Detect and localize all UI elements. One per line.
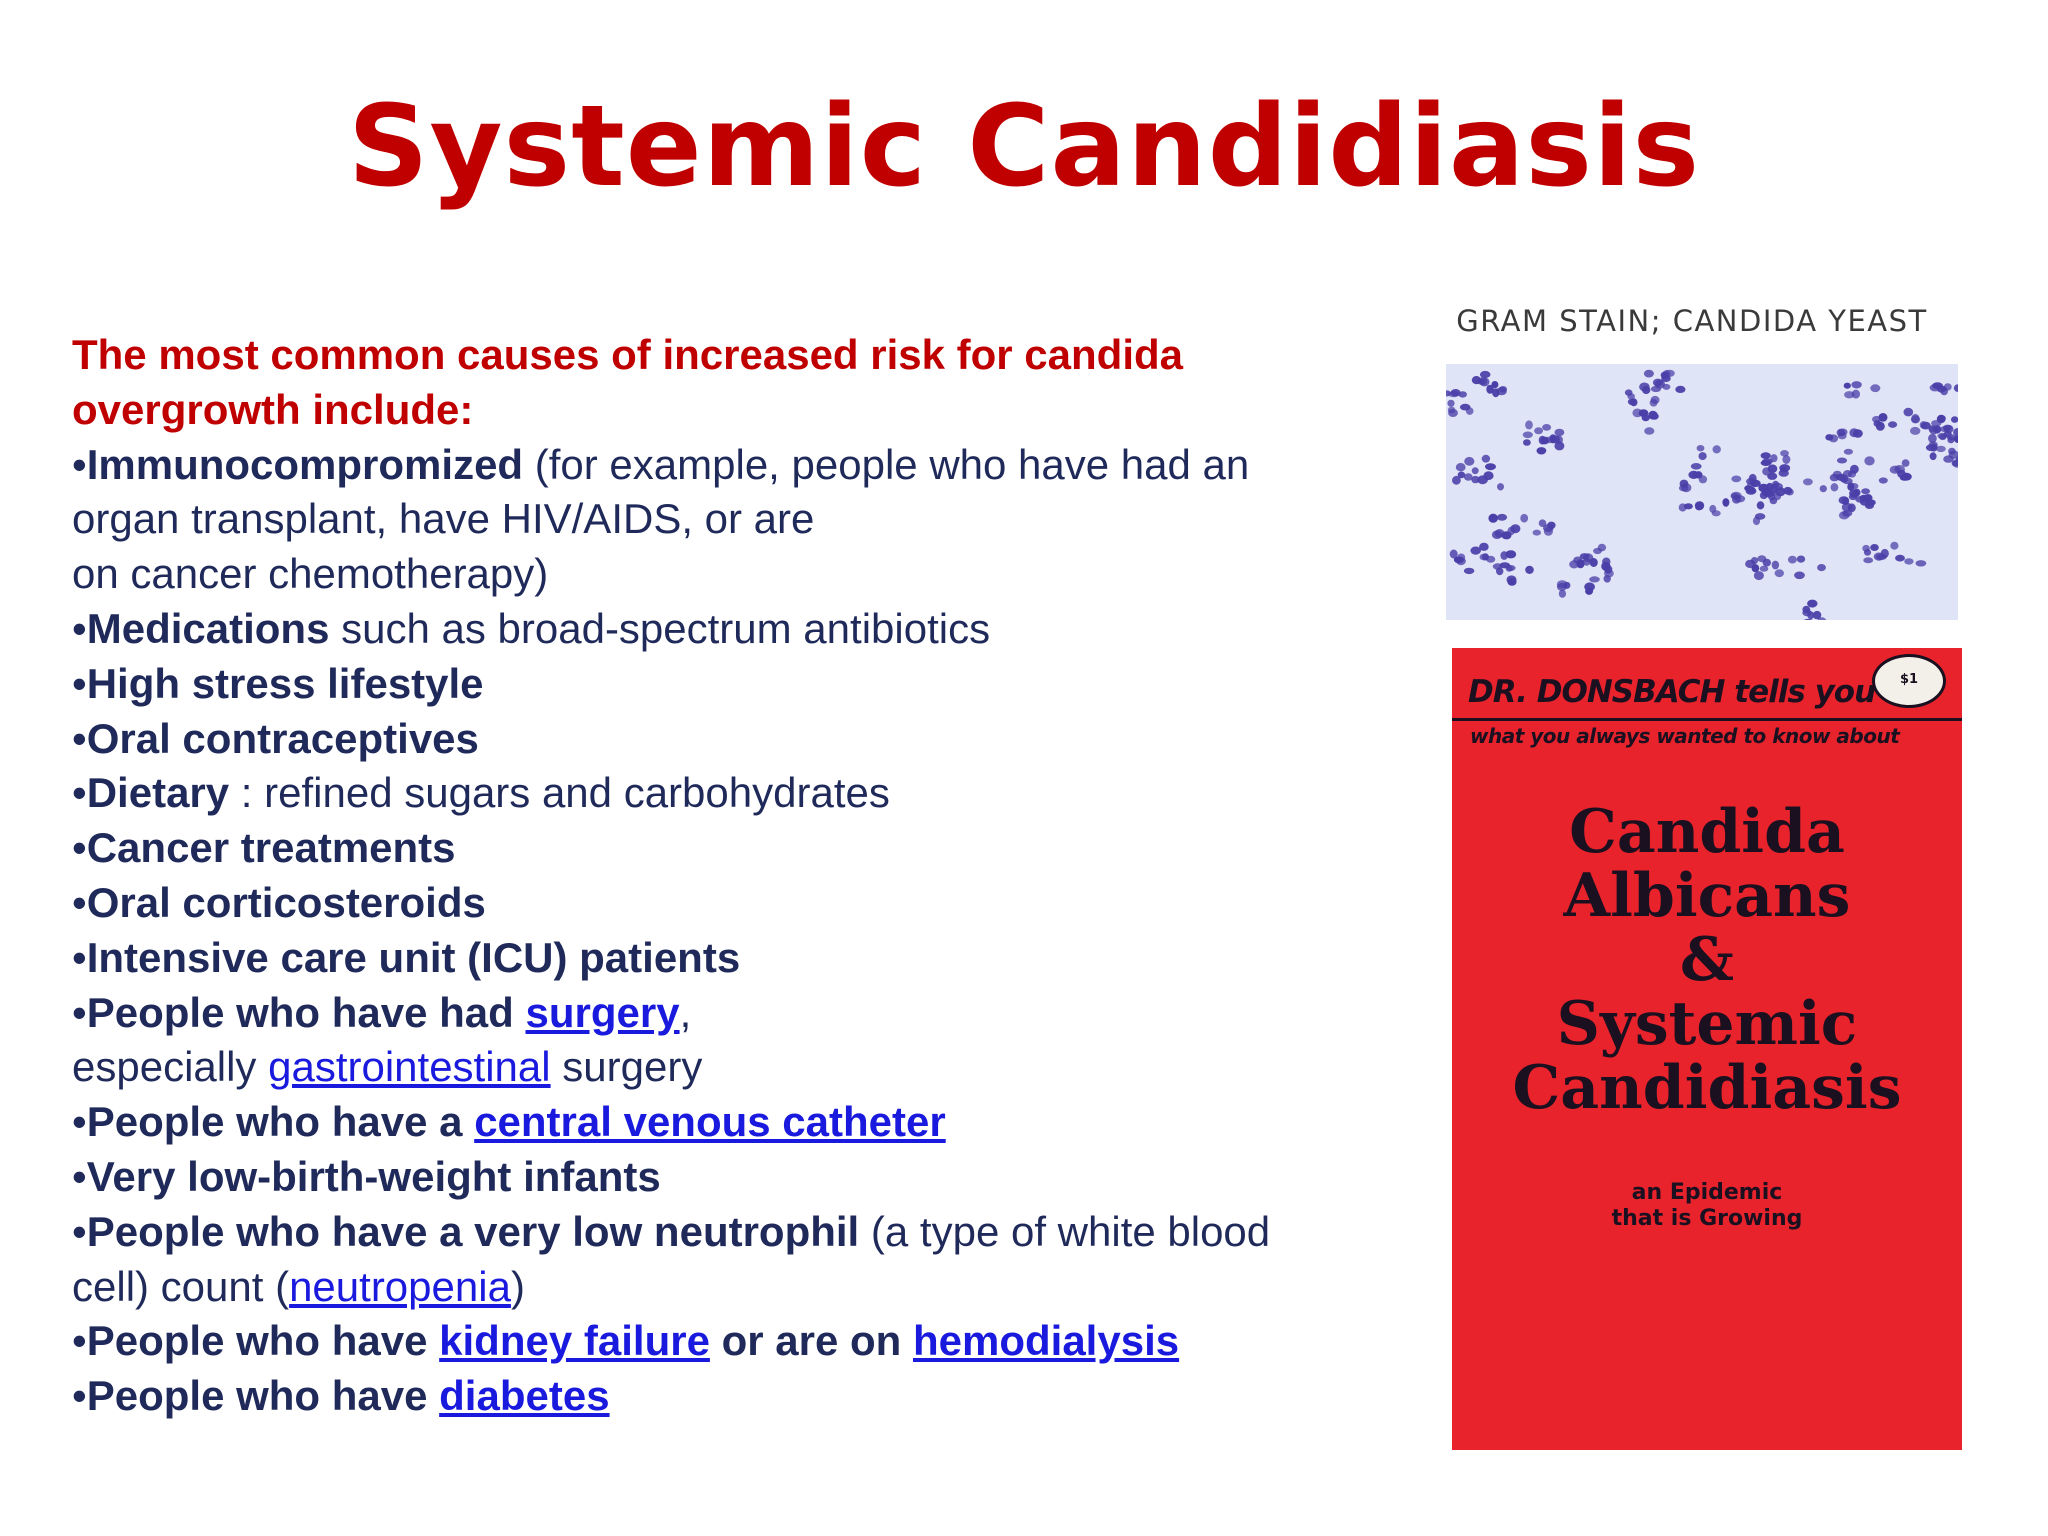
book-title [1452, 797, 1962, 1123]
kidney-failure-link[interactable]: kidney failure [439, 1317, 710, 1365]
yeast-cell [1930, 452, 1937, 460]
neutropenia-link[interactable]: neutropenia [289, 1262, 511, 1310]
list-item-surgery-cont: especially gastrointestinal surgery [72, 1043, 703, 1091]
yeast-cell [1520, 514, 1528, 523]
yeast-cell [1951, 416, 1958, 423]
yeast-cell [1695, 471, 1702, 479]
yeast-cell [1625, 389, 1633, 395]
yeast-cell [1679, 503, 1687, 511]
hemodialysis-link[interactable]: hemodialysis [912, 1317, 1180, 1365]
yeast-cell [1464, 473, 1473, 480]
yeast-cell [1861, 488, 1870, 494]
yeast-cell [1542, 424, 1551, 431]
yeast-cell [1825, 434, 1833, 440]
yeast-cell [1642, 386, 1650, 394]
book-divider [1452, 718, 1962, 721]
yeast-cell [1464, 457, 1474, 466]
risk-factor-list [72, 328, 1402, 1424]
yeast-cell [1699, 452, 1707, 460]
yeast-cell [1477, 379, 1485, 385]
book-subtitle [1452, 1180, 1962, 1232]
yeast-cell [1447, 400, 1454, 407]
yeast-cell [1679, 485, 1688, 492]
yeast-cell [1485, 463, 1496, 470]
yeast-cell [1448, 391, 1459, 397]
yeast-cell [1563, 582, 1570, 589]
yeast-cell [1697, 445, 1705, 451]
yeast-cell [1492, 530, 1502, 539]
yeast-cell [1890, 542, 1898, 550]
yeast-cell [1904, 558, 1913, 564]
yeast-cell [1470, 547, 1481, 555]
yeast-cell [1662, 384, 1670, 390]
yeast-cell [1831, 483, 1839, 491]
yeast-cell [1902, 459, 1910, 467]
list-item-stress: •High stress lifestyle [72, 659, 484, 707]
list-item-immunocompromized-cont: organ transplant, have HIV/AIDS, or are [72, 495, 815, 543]
yeast-cell [1651, 386, 1661, 392]
yeast-cell [1456, 463, 1466, 471]
yeast-cell [1772, 483, 1783, 491]
yeast-cell [1482, 455, 1490, 463]
yeast-cell [1888, 421, 1897, 428]
book-title-line: Systemic [1556, 989, 1858, 1059]
yeast-cell [1642, 415, 1650, 422]
yeast-cell [1943, 425, 1952, 431]
list-item-medications: •Medications such as broad-spectrum antibiotics [72, 604, 991, 652]
yeast-cell [1803, 478, 1813, 485]
yeast-cell [1731, 476, 1741, 483]
book-title-line: & [1679, 925, 1735, 995]
book-title-line: Candida [1569, 797, 1845, 867]
yeast-cell [1783, 487, 1792, 495]
yeast-cell [1488, 514, 1498, 523]
yeast-cell [1755, 513, 1766, 520]
yeast-cell [1539, 519, 1547, 527]
yeast-cell [1928, 434, 1937, 443]
yeast-cell [1499, 562, 1510, 568]
intro-heading-line-1: The most common causes of increased risk for candida [72, 331, 1184, 378]
yeast-cell [1537, 447, 1547, 454]
book-cover-image [1452, 648, 1962, 1450]
yeast-cell [1751, 480, 1761, 487]
yeast-cell [1761, 452, 1771, 459]
yeast-cell [1555, 429, 1565, 436]
yeast-cell [1879, 477, 1888, 483]
yeast-cell [1734, 495, 1745, 502]
gastrointestinal-link[interactable]: gastrointestinal [268, 1043, 551, 1091]
list-item-neutrophil: •People who have a very low neutrophil (a type of white blood [72, 1207, 1271, 1255]
yeast-cell [1675, 386, 1685, 393]
yeast-cell [1852, 390, 1860, 399]
yeast-cell [1863, 557, 1873, 563]
yeast-cell [1948, 448, 1956, 455]
list-item-dietary: •Dietary : refined sugars and carbohydrates [72, 769, 890, 817]
yeast-cell [1604, 575, 1611, 583]
yeast-cell [1916, 560, 1927, 566]
yeast-cell [1943, 455, 1954, 462]
surgery-link[interactable]: surgery [525, 988, 680, 1036]
list-item-oral-contraceptives: •Oral contraceptives [72, 714, 479, 762]
yeast-cell [1448, 409, 1458, 417]
yeast-cell [1807, 600, 1817, 608]
yeast-cell [1525, 566, 1534, 574]
yeast-cell [1722, 498, 1729, 507]
book-title-line: Candidiasis [1512, 1053, 1902, 1123]
yeast-cell [1497, 483, 1504, 490]
yeast-cell [1947, 437, 1954, 444]
yeast-cell [1820, 485, 1827, 492]
list-item-corticosteroids: •Oral corticosteroids [72, 878, 486, 926]
list-item-infants: •Very low-birth-weight infants [72, 1152, 661, 1200]
yeast-cell [1533, 530, 1541, 536]
book-subtitle-line: that is Growing [1611, 1206, 1803, 1231]
yeast-cell [1797, 556, 1805, 563]
gram-stain-micrograph [1446, 364, 1958, 620]
yeast-cell [1483, 471, 1493, 480]
yeast-cell [1534, 427, 1543, 434]
yeast-cell [1838, 429, 1848, 436]
list-item-cancer-treatments: •Cancer treatments [72, 824, 456, 872]
list-item-catheter: •People who have a central venous catheter [72, 1098, 946, 1146]
yeast-cell [1774, 493, 1781, 500]
yeast-cell [1762, 458, 1773, 464]
yeast-cell [1933, 425, 1941, 433]
yeast-cell [1911, 415, 1920, 423]
yeast-cell [1936, 446, 1946, 452]
yeast-cell [1757, 555, 1766, 562]
yeast-cell [1780, 467, 1787, 473]
yeast-cell [1937, 415, 1946, 423]
yeast-cell [1794, 572, 1805, 580]
yeast-cell [1842, 510, 1852, 516]
yeast-cell [1709, 505, 1716, 513]
yeast-cell [1630, 398, 1637, 406]
yeast-cell [1551, 435, 1561, 443]
diabetes-link[interactable]: diabetes [439, 1372, 610, 1420]
yeast-cell [1876, 422, 1885, 431]
yeast-cell [1650, 399, 1658, 407]
yeast-cell [1585, 587, 1593, 595]
yeast-cell [1890, 466, 1901, 474]
yeast-cell [1904, 408, 1914, 417]
yeast-cell [1464, 568, 1475, 574]
price-badge: $1 [1872, 654, 1946, 708]
list-item-immunocompromized-cont: on cancer chemotherapy) [72, 550, 549, 598]
yeast-cell [1772, 561, 1779, 570]
yeast-cell [1837, 458, 1847, 464]
list-item-kidney: •People who have kidney failure or are on hemodialysis [72, 1317, 1180, 1365]
yeast-cell [1644, 427, 1654, 434]
yeast-cell [1757, 501, 1765, 509]
yeast-cell [1480, 371, 1491, 378]
yeast-cell [1544, 527, 1553, 536]
yeast-cell [1864, 456, 1874, 465]
yeast-cell [1764, 490, 1774, 498]
yeast-cell [1653, 379, 1663, 387]
yeast-cell [1850, 483, 1859, 489]
yeast-cell [1523, 439, 1531, 446]
yeast-cell [1842, 497, 1849, 505]
book-subtitle-line: an Epidemic [1631, 1180, 1783, 1205]
yeast-cell [1472, 467, 1479, 474]
yeast-cell [1525, 420, 1533, 429]
yeast-cell [1661, 375, 1671, 382]
yeast-cell [1844, 449, 1853, 455]
book-tagline: what you always wanted to know about [1470, 724, 1900, 748]
yeast-cell [1539, 436, 1546, 445]
book-author-line: DR. DONSBACH tells you [1468, 674, 1876, 710]
yeast-cell [1865, 502, 1874, 509]
yeast-cell [1851, 381, 1861, 388]
yeast-cell [1817, 564, 1826, 571]
yeast-cell [1895, 555, 1905, 562]
yeast-cell [1601, 562, 1610, 571]
yeast-cell [1788, 556, 1797, 564]
yeast-cell [1843, 470, 1852, 478]
yeast-cell [1695, 501, 1704, 509]
yeast-cell [1523, 432, 1533, 439]
yeast-cell [1766, 483, 1773, 490]
slide-title: Systemic Candidiasis [347, 82, 1701, 212]
yeast-cell [1499, 386, 1507, 392]
yeast-cell [1691, 463, 1702, 470]
yeast-cell [1870, 544, 1879, 551]
yeast-cell [1937, 433, 1947, 439]
list-item-immunocompromized: •Immunocompromized (for example, people who have had an [72, 440, 1250, 488]
yeast-cell [1754, 571, 1764, 580]
yeast-cell [1954, 384, 1958, 392]
yeast-cell [1480, 554, 1489, 561]
yeast-cell [1466, 407, 1474, 415]
gram-stain-caption: GRAM STAIN; CANDIDA YEAST [1456, 304, 1928, 338]
yeast-cell [1844, 383, 1851, 389]
intro-heading-line-2: overgrowth include: [72, 385, 474, 433]
book-title-line: Albicans [1563, 861, 1851, 931]
yeast-cell [1874, 553, 1885, 561]
yeast-cell [1644, 370, 1654, 378]
yeast-cell [1496, 567, 1503, 575]
yeast-cell [1865, 494, 1872, 501]
yeast-cell [1508, 527, 1515, 535]
yeast-cell [1780, 450, 1789, 457]
yeast-cell [1870, 384, 1880, 392]
yeast-cell [1559, 590, 1566, 598]
yeast-cell [1862, 545, 1870, 552]
yeast-cell [1452, 476, 1461, 485]
yeast-cell [1760, 566, 1769, 572]
yeast-cells-illustration [1446, 364, 1958, 620]
yeast-cell [1497, 514, 1507, 521]
yeast-cell [1746, 487, 1757, 495]
yeast-cell [1580, 553, 1590, 559]
list-item-diabetes: •People who have diabetes [72, 1372, 610, 1420]
central-venous-catheter-link[interactable]: central venous catheter [474, 1098, 946, 1146]
yeast-cell [1507, 575, 1517, 584]
yeast-cell [1713, 445, 1721, 453]
yeast-cell [1598, 544, 1606, 552]
list-item-icu: •Intensive care unit (ICU) patients [72, 933, 741, 981]
list-item-surgery: •People who have had surgery, [72, 988, 692, 1036]
yeast-cell [1944, 383, 1952, 390]
yeast-cell [1486, 385, 1494, 394]
yeast-cell [1768, 464, 1778, 473]
yeast-cell [1589, 576, 1600, 582]
yeast-cell [1775, 569, 1784, 577]
yeast-cell [1751, 557, 1758, 564]
yeast-cell [1802, 606, 1810, 614]
yeast-cell [1500, 551, 1508, 560]
yeast-cell [1454, 556, 1464, 563]
yeast-cell [1853, 429, 1863, 438]
yeast-cell [1910, 427, 1920, 435]
list-item-neutrophil-cont: cell) count (neutropenia) [72, 1262, 525, 1310]
